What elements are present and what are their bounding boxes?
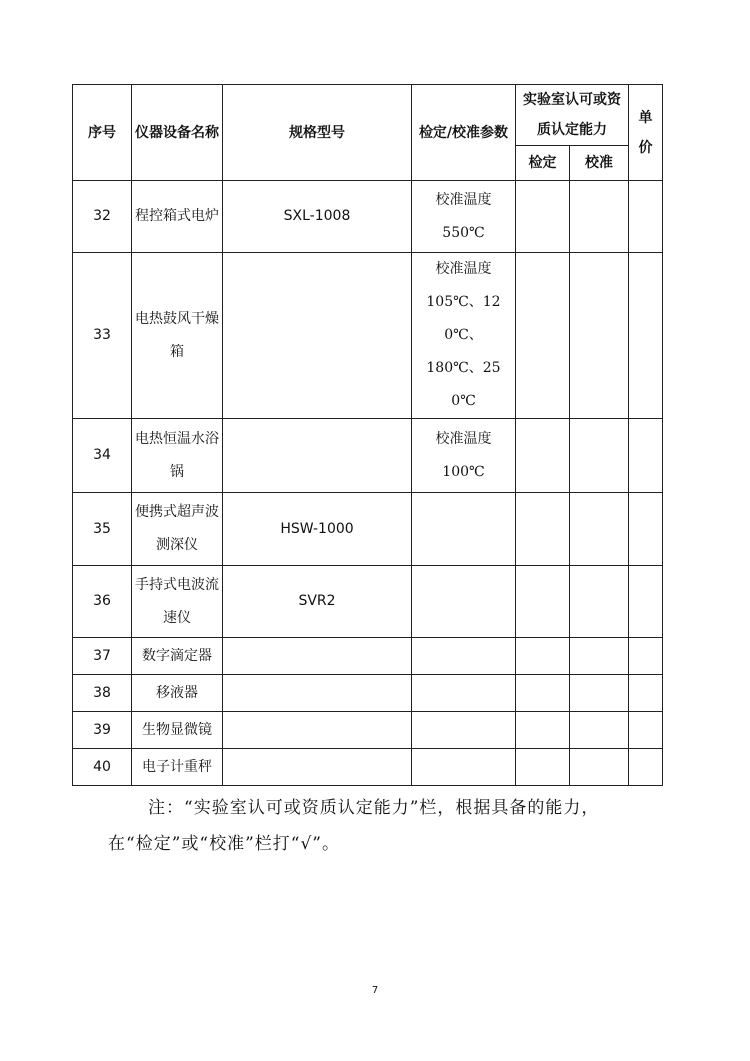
row-verify-cell: [516, 749, 570, 786]
row-params: 校准温度 105℃、120℃、 180℃、250℃: [412, 253, 516, 419]
row-calibrate-cell: [570, 638, 629, 675]
row-model: HSW-1000: [223, 493, 412, 566]
row-params: [412, 638, 516, 675]
header-capability: 实验室认可或资质认定能力: [516, 85, 629, 146]
row-name: 程控箱式电炉: [132, 181, 223, 253]
row-verify-cell: [516, 493, 570, 566]
table-row: [73, 419, 663, 493]
row-number: 36: [73, 566, 132, 638]
row-number: 35: [73, 493, 132, 566]
row-name: 移液器: [132, 675, 223, 712]
row-price-cell: [629, 749, 663, 786]
row-model: [223, 712, 412, 749]
row-model: [223, 749, 412, 786]
row-params: [412, 749, 516, 786]
row-name: 手持式电波流速仪: [132, 566, 223, 638]
row-number: 33: [73, 253, 132, 419]
row-name: 生物显微镜: [132, 712, 223, 749]
row-model: SVR2: [223, 566, 412, 638]
header-price: 单价: [629, 85, 663, 181]
table-row: [73, 749, 663, 786]
equipment-table: [72, 84, 663, 786]
row-verify-cell: [516, 675, 570, 712]
row-calibrate-cell: [570, 566, 629, 638]
page-number: 7: [371, 985, 379, 996]
row-price-cell: [629, 638, 663, 675]
footnote: [108, 790, 668, 862]
row-model: SXL-1008: [223, 181, 412, 253]
row-params: [412, 493, 516, 566]
row-params: [412, 675, 516, 712]
row-number: 34: [73, 419, 132, 493]
row-verify-cell: [516, 253, 570, 419]
row-number: 39: [73, 712, 132, 749]
row-verify-cell: [516, 566, 570, 638]
header-name: 仪器设备名称: [132, 85, 223, 181]
row-model: [223, 638, 412, 675]
header-params: 检定/校准参数: [412, 85, 516, 181]
table-row: [73, 638, 663, 675]
row-price-cell: [629, 566, 663, 638]
row-name: 电子计重秤: [132, 749, 223, 786]
row-verify-cell: [516, 419, 570, 493]
row-number: 40: [73, 749, 132, 786]
row-price-cell: [629, 419, 663, 493]
row-verify-cell: [516, 638, 570, 675]
row-calibrate-cell: [570, 675, 629, 712]
row-model: [223, 419, 412, 493]
row-name: 数字滴定器: [132, 638, 223, 675]
row-calibrate-cell: [570, 181, 629, 253]
row-name: 电热恒温水浴锅: [132, 419, 223, 493]
row-price-cell: [629, 675, 663, 712]
row-number: 32: [73, 181, 132, 253]
row-price-cell: [629, 253, 663, 419]
table-row: [73, 566, 663, 638]
row-params: [412, 566, 516, 638]
row-price-cell: [629, 181, 663, 253]
row-calibrate-cell: [570, 419, 629, 493]
row-number: 38: [73, 675, 132, 712]
row-model: [223, 675, 412, 712]
row-params: 校准温度 100℃: [412, 419, 516, 493]
row-calibrate-cell: [570, 712, 629, 749]
row-model: [223, 253, 412, 419]
row-params: [412, 712, 516, 749]
table-row: [73, 712, 663, 749]
header-seq: 序号: [73, 85, 132, 181]
footnote-line-1: 注：“实验室认可或资质认定能力”栏，根据具备的能力，: [148, 798, 600, 818]
table-row: [73, 675, 663, 712]
row-calibrate-cell: [570, 253, 629, 419]
footnote-line-2: 在“检定”或“校准”栏打“√”。: [108, 834, 340, 854]
row-price-cell: [629, 493, 663, 566]
table-row: [73, 253, 663, 419]
header-calibrate: 校准: [570, 146, 629, 181]
row-calibrate-cell: [570, 749, 629, 786]
header-verify: 检定: [516, 146, 570, 181]
row-name: 电热鼓风干燥箱: [132, 253, 223, 419]
row-verify-cell: [516, 712, 570, 749]
row-params: 校准温度 550℃: [412, 181, 516, 253]
row-name: 便携式超声波测深仪: [132, 493, 223, 566]
table-row: [73, 181, 663, 253]
row-calibrate-cell: [570, 493, 629, 566]
row-price-cell: [629, 712, 663, 749]
header-model: 规格型号: [223, 85, 412, 181]
table-row: [73, 493, 663, 566]
row-verify-cell: [516, 181, 570, 253]
row-number: 37: [73, 638, 132, 675]
